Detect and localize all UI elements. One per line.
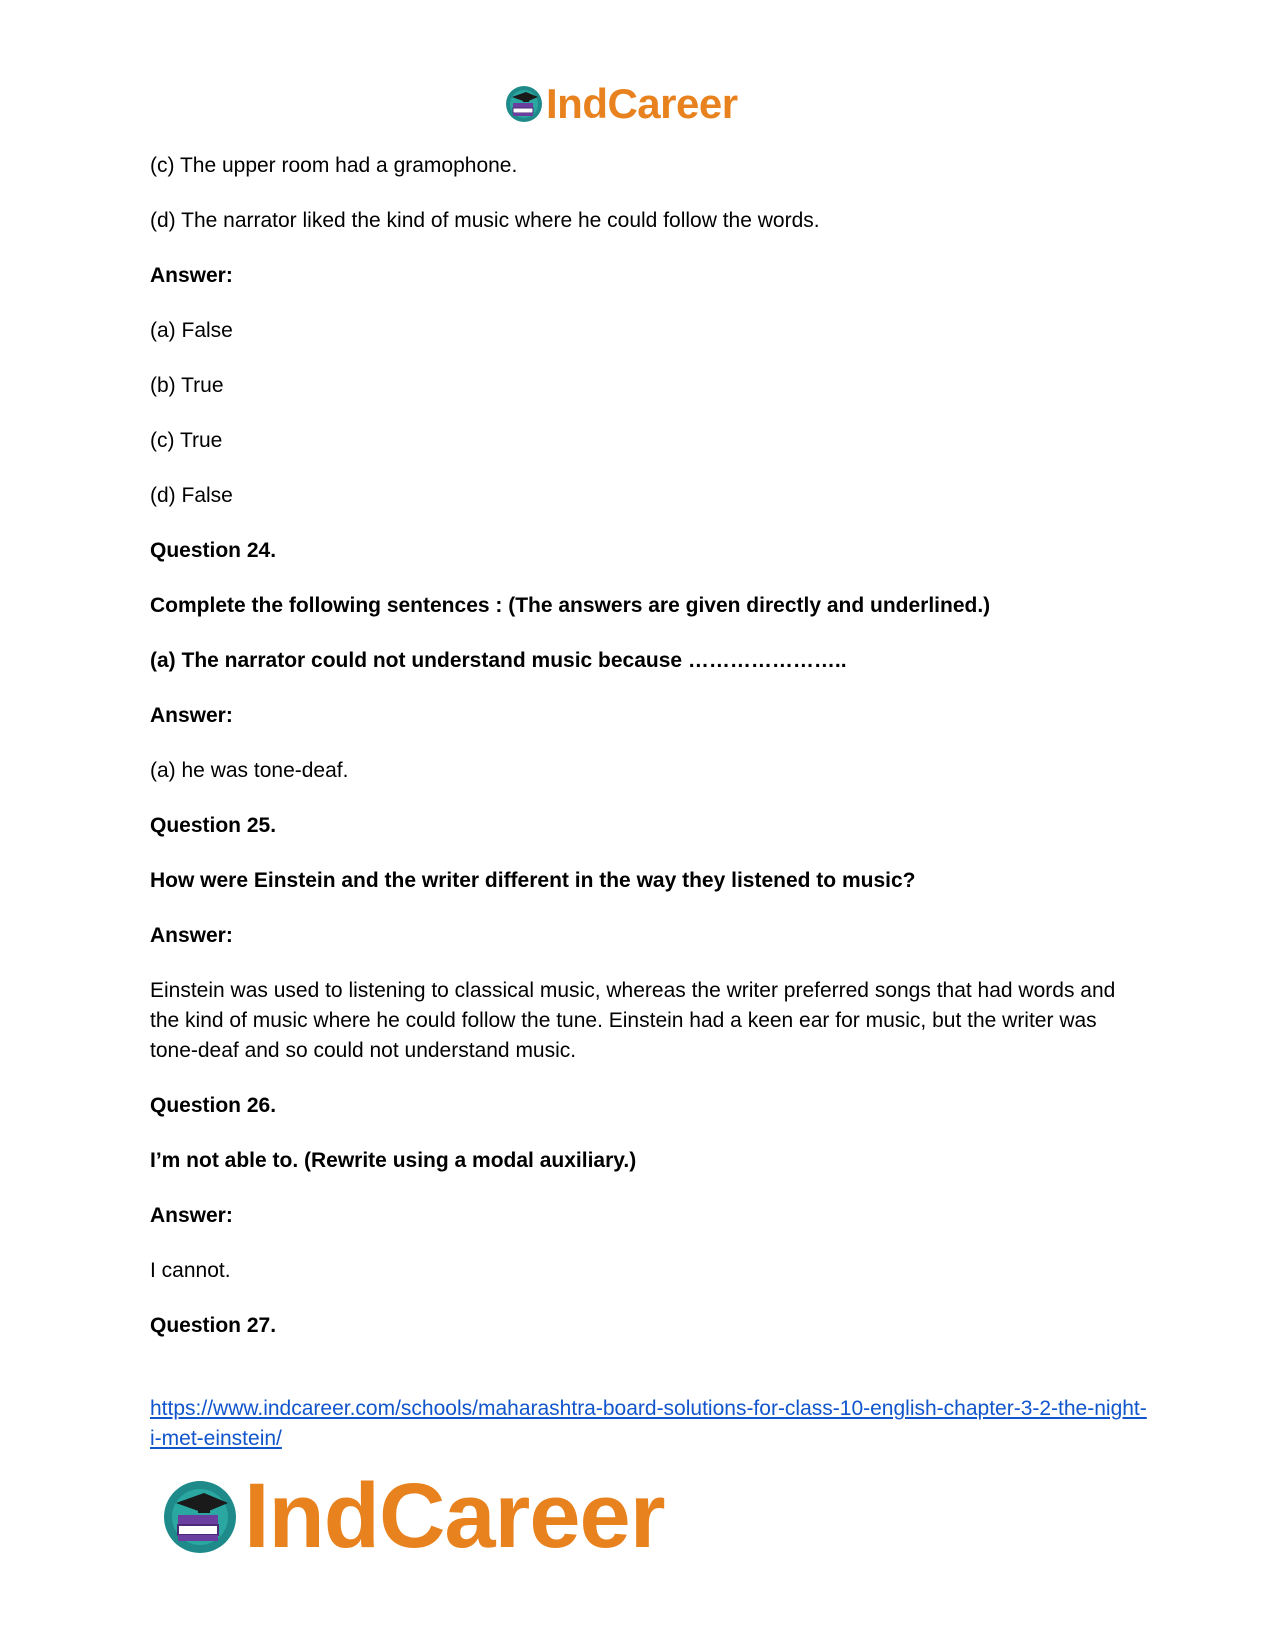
question-text: I’m not able to. (Rewrite using a modal auxiliary.) [150, 1149, 637, 1172]
answer-paragraph: Einstein was used to listening to classical music, whereas the writer preferred songs that had words and the kind of music where he could follow the tune. Einstein had a keen ear for music, but the writer was tone-deaf and so could not understand music. [150, 979, 1116, 1062]
answer-text: (d) False [150, 484, 233, 507]
answer-text: I cannot. [150, 1259, 231, 1282]
question-heading: Question 27. [150, 1314, 277, 1337]
logo-wordmark: IndCareer [546, 80, 738, 127]
answer-text: (d) The narrator liked the kind of music where he could follow the words. [150, 209, 820, 232]
answer-label: Answer: [150, 264, 233, 287]
answer-label: Answer: [150, 1204, 233, 1227]
graduation-book-icon [504, 84, 544, 124]
answer-label: Answer: [150, 704, 233, 727]
question-text: (a) The narrator could not understand music because ………………….. [150, 649, 847, 672]
answer-text: (a) False [150, 319, 233, 342]
answer-text: (c) True [150, 429, 223, 452]
header-logo [504, 80, 738, 128]
question-text: How were Einstein and the writer different in the way they listened to music? [150, 869, 916, 892]
answer-text: (c) The upper room had a gramophone. [150, 154, 518, 177]
logo-wordmark: IndCareer [244, 1465, 665, 1567]
graduation-book-icon [160, 1477, 240, 1557]
question-heading: Question 25. [150, 814, 277, 837]
question-heading: Question 24. [150, 539, 277, 562]
question-heading: Question 26. [150, 1094, 277, 1117]
answer-text: (b) True [150, 374, 224, 397]
document-body [150, 151, 1130, 1366]
footer-logo [160, 1464, 665, 1569]
question-text: Complete the following sentences : (The answers are given directly and underlined.) [150, 594, 991, 617]
source-url-link[interactable]: https://www.indcareer.com/schools/maharashtra-board-solutions-for-class-10-english-chapter-3-2-the-night-i-met-einstein/ [150, 1397, 1147, 1450]
answer-label: Answer: [150, 924, 233, 947]
answer-text: (a) he was tone-deaf. [150, 759, 349, 782]
